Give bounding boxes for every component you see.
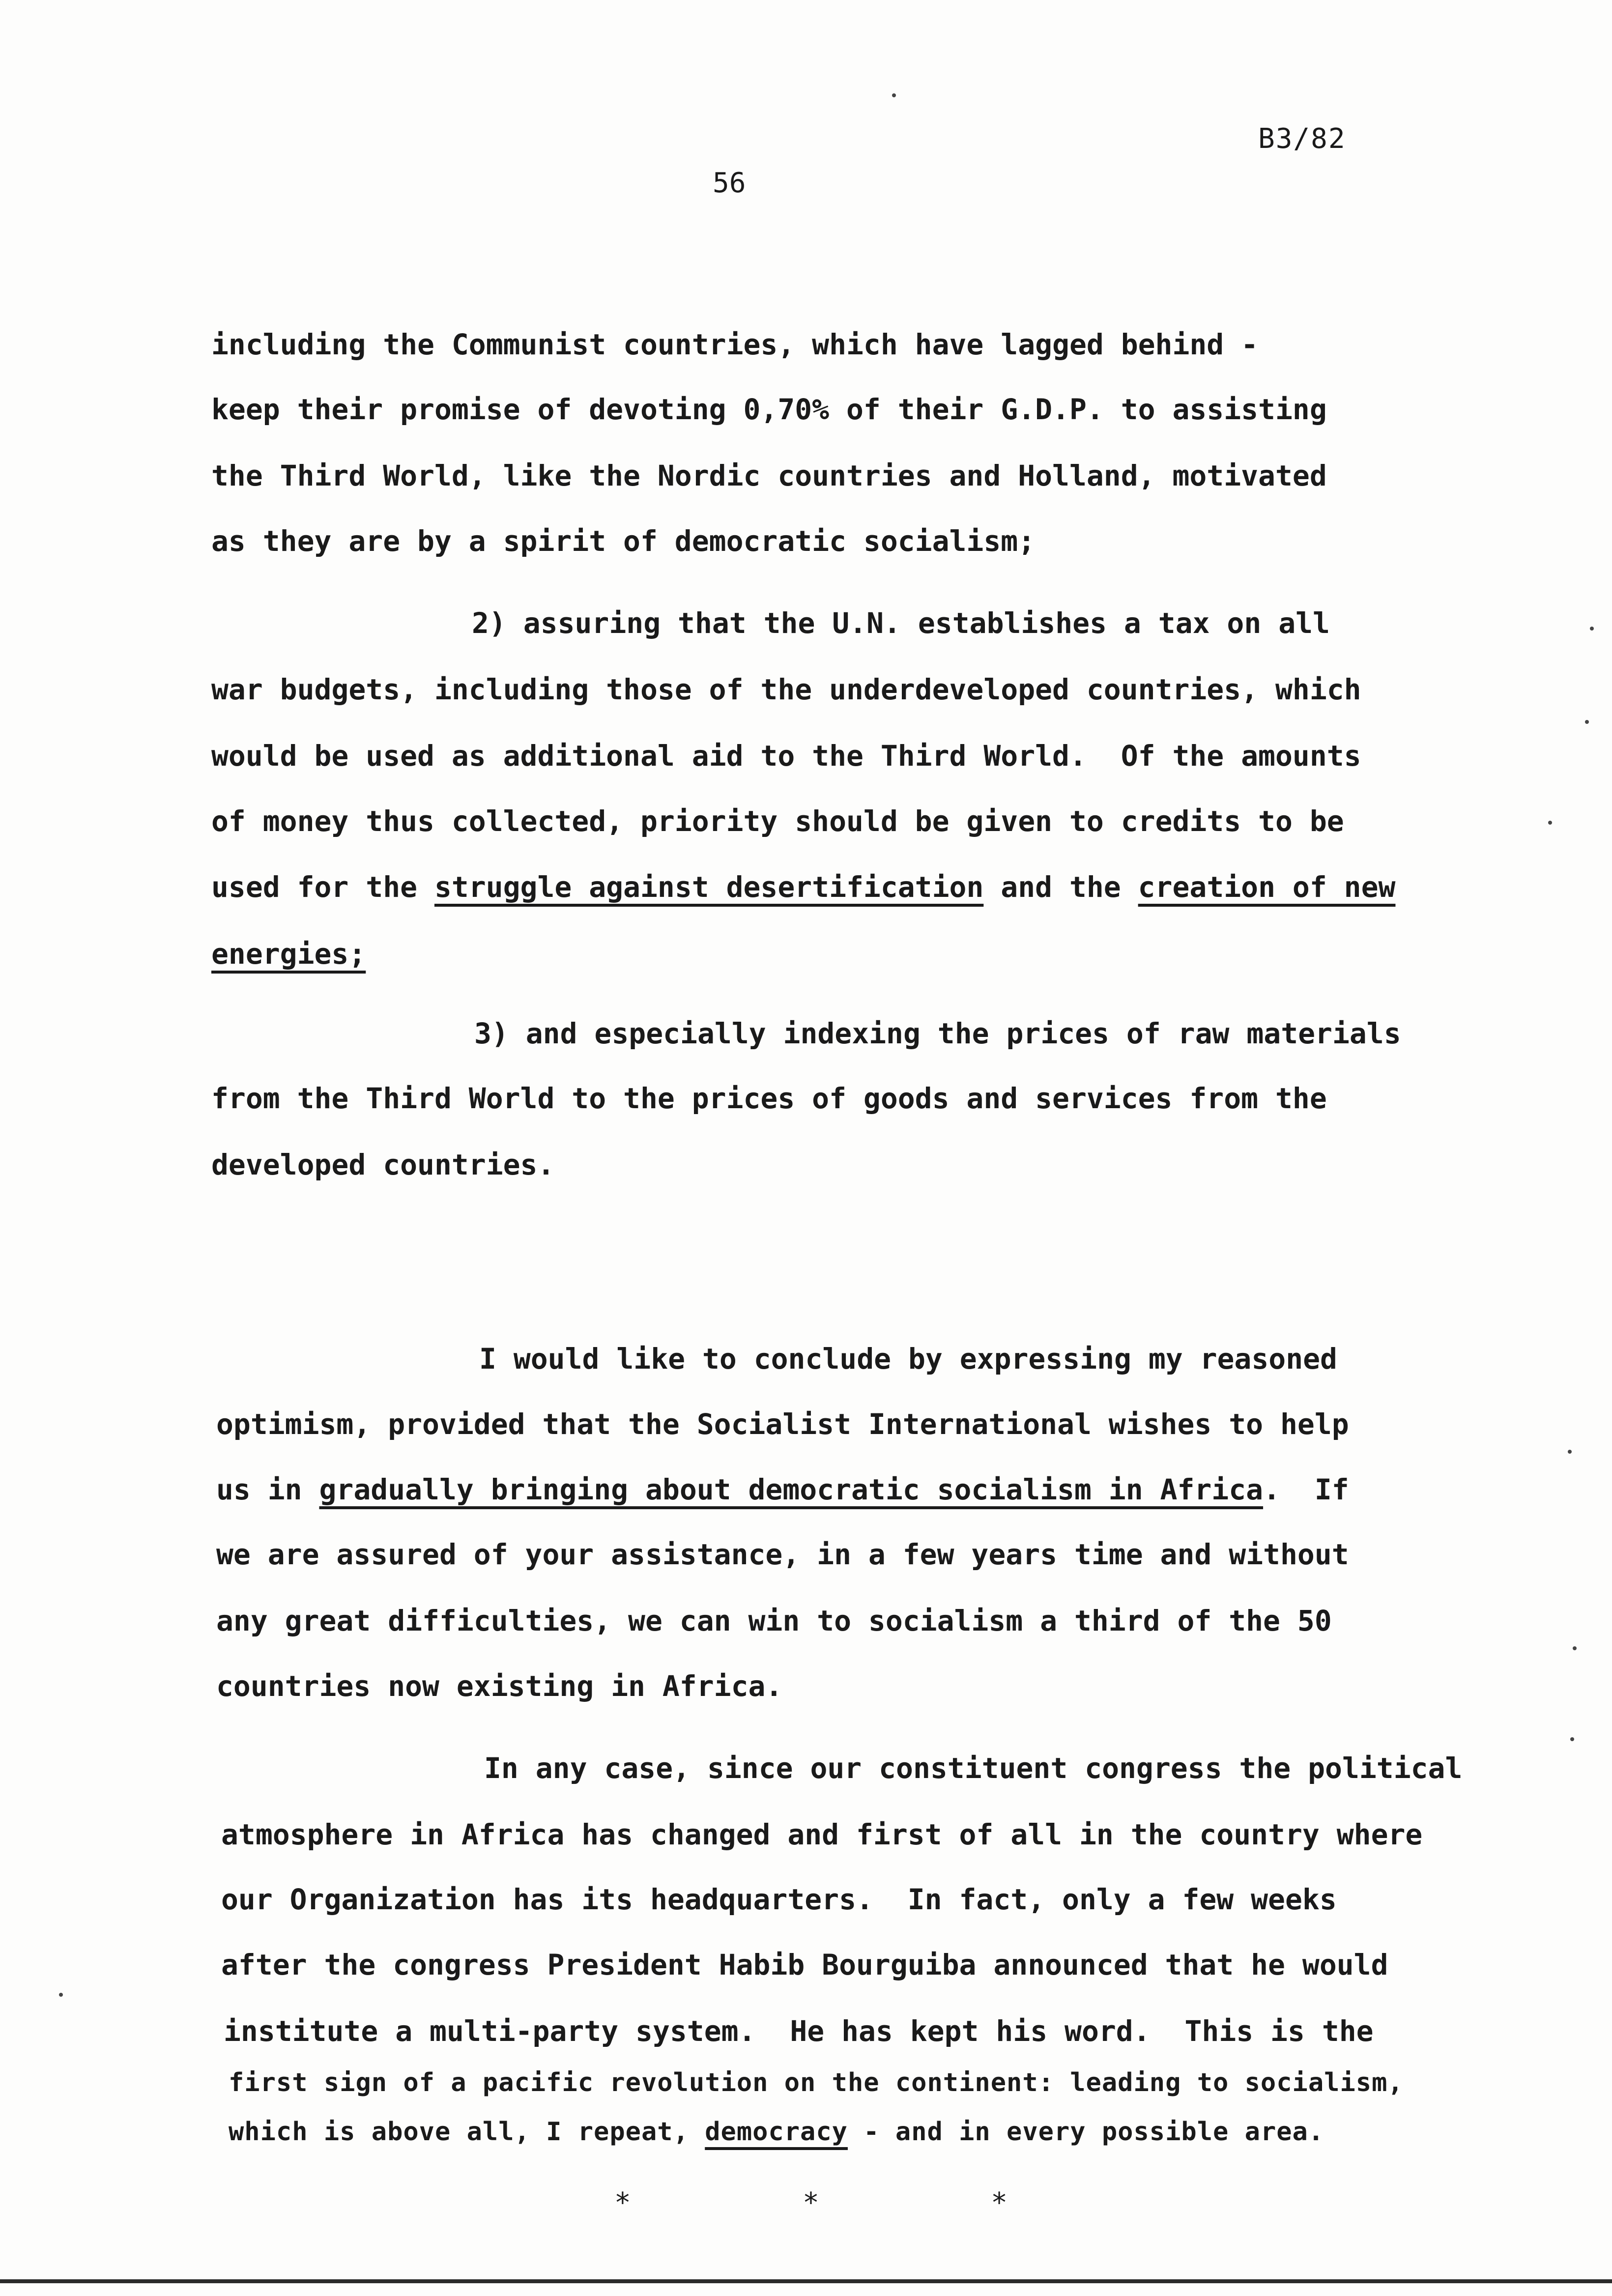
text-run: - and in every possible area.	[847, 2117, 1324, 2147]
underlined-phrase: struggle against desertification	[434, 870, 984, 904]
text-run: . If	[1263, 1473, 1349, 1506]
text-line: the Third World, like the Nordic countries and Holland, motivated	[211, 459, 1327, 492]
text-line: atmosphere in Africa has changed and first of all in the country where	[221, 1818, 1423, 1851]
underlined-phrase: gradually bringing about democratic socialism in Africa	[319, 1473, 1264, 1506]
scan-speck	[1570, 1737, 1574, 1741]
text-line	[216, 1473, 1349, 1506]
scan-speck	[1585, 720, 1589, 724]
text-run: us in	[216, 1473, 319, 1506]
text-line: including the Communist countries, which have lagged behind -	[211, 328, 1259, 361]
text-line	[229, 2116, 1324, 2148]
scan-speck	[1573, 1646, 1577, 1650]
bottom-edge-rule	[0, 2279, 1612, 2283]
text-run: and the	[983, 870, 1138, 904]
text-line: would be used as additional aid to the Third World. Of the amounts	[211, 739, 1361, 773]
text-line: after the congress President Habib Bourguiba announced that he would	[221, 1948, 1388, 1981]
page-number: 56	[713, 167, 746, 199]
text-line: we are assured of your assistance, in a few years time and without	[216, 1538, 1349, 1571]
scan-speck	[59, 1993, 63, 1997]
text-line: as they are by a spirit of democratic socialism;	[211, 524, 1036, 558]
text-line: war budgets, including those of the underdeveloped countries, which	[211, 673, 1361, 706]
text-line: keep their promise of devoting 0,70% of their G.D.P. to assisting	[211, 393, 1327, 426]
text-line: first sign of a pacific revolution on the continent: leading to socialism,	[229, 2068, 1404, 2097]
text-line: countries now existing in Africa.	[216, 1669, 783, 1703]
text-line: any great difficulties, we can win to socialism a third of the 50	[216, 1604, 1332, 1637]
scan-speck	[1568, 1450, 1572, 1454]
star: *	[991, 2187, 1008, 2219]
text-line: of money thus collected, priority should be given to credits to be	[211, 804, 1344, 838]
text-line: our Organization has its headquarters. In fact, only a few weeks	[221, 1883, 1337, 1916]
text-run: used for the	[211, 870, 434, 904]
paragraph-start: I would like to conclude by expressing my reasoned	[479, 1342, 1337, 1376]
scan-speck	[1548, 821, 1552, 825]
scan-speck	[892, 93, 896, 97]
underlined-phrase: creation of new	[1138, 870, 1396, 904]
document-reference: B3/82	[1258, 123, 1346, 155]
text-line: from the Third World to the prices of goods and services from the	[211, 1082, 1327, 1115]
text-run: which is above all, I repeat,	[229, 2117, 705, 2147]
underlined-phrase: energies;	[211, 937, 366, 971]
list-item-3: 3) and especially indexing the prices of raw materials	[474, 1017, 1401, 1050]
section-break-stars	[614, 2187, 1008, 2219]
text-line: institute a multi-party system. He has kept his word. This is the	[224, 2014, 1374, 2048]
text-line	[211, 871, 1395, 903]
text-line: developed countries.	[211, 1148, 555, 1181]
star: *	[614, 2187, 631, 2219]
text-line: optimism, provided that the Socialist International wishes to help	[216, 1407, 1349, 1441]
star: *	[803, 2187, 819, 2219]
paragraph-start: In any case, since our constituent congress the political	[484, 1751, 1463, 1785]
scan-speck	[1590, 627, 1594, 631]
underlined-phrase: democracy	[705, 2117, 848, 2147]
list-item-2: 2) assuring that the U.N. establishes a tax on all	[472, 606, 1330, 640]
